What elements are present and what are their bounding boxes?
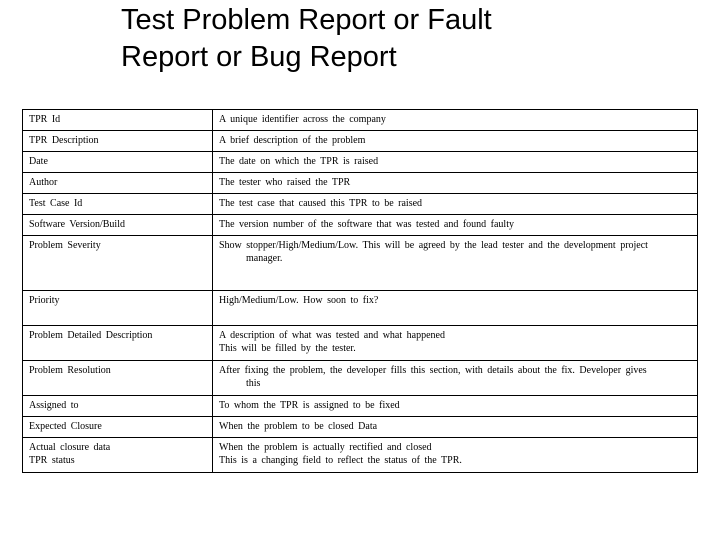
- table-row: [23, 291, 698, 326]
- table-row: [23, 236, 698, 291]
- field-name: TPR Id: [23, 110, 213, 131]
- field-name: Test Case Id: [23, 194, 213, 215]
- field-name: Actual closure data TPR status: [23, 438, 213, 473]
- field-description: When the problem to be closed Data: [213, 417, 698, 438]
- table-row: [23, 215, 698, 236]
- field-description: A description of what was tested and what happened This will be filled by the tester.: [213, 326, 698, 361]
- field-name: TPR Description: [23, 131, 213, 152]
- title-line-2: Report or Bug Report: [121, 41, 397, 73]
- page-title: [121, 2, 711, 76]
- field-name: Priority: [23, 291, 213, 326]
- table-row: [23, 194, 698, 215]
- table-row: [23, 438, 698, 473]
- table-row: [23, 173, 698, 194]
- table-row: [23, 131, 698, 152]
- table-row: [23, 361, 698, 396]
- field-name: Problem Severity: [23, 236, 213, 291]
- field-description: A unique identifier across the company: [213, 110, 698, 131]
- table-row: [23, 417, 698, 438]
- field-description: The version number of the software that was tested and found faulty: [213, 215, 698, 236]
- table-row: [23, 110, 698, 131]
- field-name: Expected Closure: [23, 417, 213, 438]
- field-name: Author: [23, 173, 213, 194]
- table-row: [23, 396, 698, 417]
- field-name: Date: [23, 152, 213, 173]
- field-name: Problem Detailed Description: [23, 326, 213, 361]
- field-description: The test case that caused this TPR to be raised: [213, 194, 698, 215]
- field-description: The date on which the TPR is raised: [213, 152, 698, 173]
- field-description: Show stopper/High/Medium/Low. This will be agreed by the lead tester and the development project manager.: [213, 236, 698, 291]
- field-description: After fixing the problem, the developer fills this section, with details about the fix. Developer gives this: [213, 361, 698, 396]
- field-description: A brief description of the problem: [213, 131, 698, 152]
- field-name: Software Version/Build: [23, 215, 213, 236]
- tpr-fields-table: [22, 109, 698, 473]
- field-description: When the problem is actually rectified and closed This is a changing field to reflect the status of the TPR.: [213, 438, 698, 473]
- table-row: [23, 152, 698, 173]
- title-line-1: Test Problem Report or Fault: [121, 4, 492, 36]
- field-description: To whom the TPR is assigned to be fixed: [213, 396, 698, 417]
- field-description: The tester who raised the TPR: [213, 173, 698, 194]
- table-row: [23, 326, 698, 361]
- field-name: Assigned to: [23, 396, 213, 417]
- field-description: High/Medium/Low. How soon to fix?: [213, 291, 698, 326]
- field-name: Problem Resolution: [23, 361, 213, 396]
